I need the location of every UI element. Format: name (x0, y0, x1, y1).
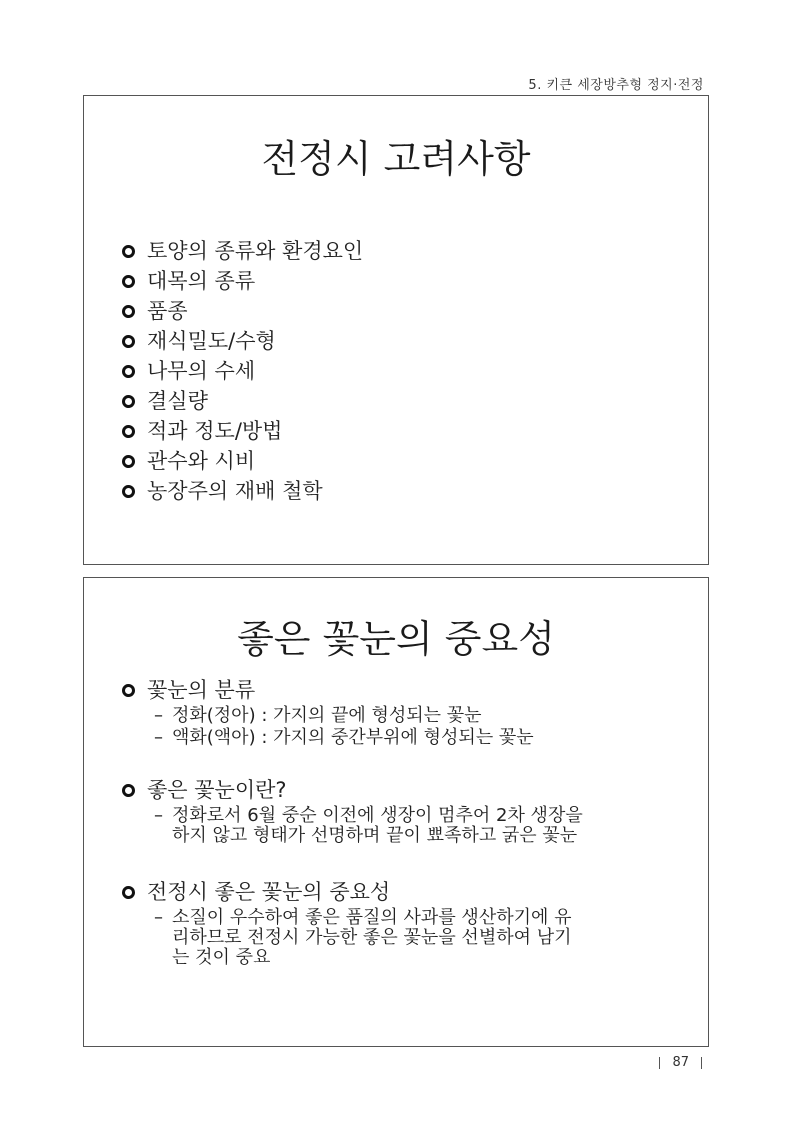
bullet-text: 대목의 종류 (147, 269, 256, 293)
list-item (122, 386, 363, 416)
list-item (122, 446, 363, 476)
bullet-list (122, 236, 363, 506)
bullet-text: 토양의 종류와 환경요인 (147, 239, 364, 263)
section-heading (122, 878, 678, 906)
divider (659, 1057, 660, 1069)
bullet-text: 관수와 시비 (147, 449, 256, 473)
slide-title: 좋은 꽃눈의 중요성 (237, 617, 555, 661)
list-item (122, 356, 363, 386)
list-item (122, 296, 363, 326)
section-heading (122, 676, 678, 704)
bullet-text: 적과 정도/방법 (147, 419, 283, 443)
section-good-bud-definition (122, 776, 678, 846)
sub-item-text: 정화(정아) : 가지의 끝에 형성되는 꽃눈 (172, 705, 482, 726)
sub-list-item (122, 908, 678, 968)
ring-bullet-icon (122, 365, 135, 378)
sub-list-item (122, 806, 678, 846)
sub-item-text: 액화(액아) : 가지의 중간부위에 형성되는 꽃눈 (172, 727, 534, 748)
list-item (122, 236, 363, 266)
list-item (122, 266, 363, 296)
divider (701, 1057, 702, 1069)
bullet-text: 결실량 (147, 389, 208, 413)
sub-list-item (122, 706, 678, 726)
list-item (122, 476, 363, 506)
dash-bullet-icon: – (154, 907, 163, 928)
dash-bullet-icon: – (154, 705, 163, 726)
ring-bullet-icon (122, 275, 135, 288)
running-header: 5. 키큰 세장방추형 정지·전정 (528, 78, 704, 93)
ring-bullet-icon (122, 395, 135, 408)
slide-title: 전정시 고려사항 (261, 137, 531, 181)
list-item (122, 416, 363, 446)
bullet-text: 농장주의 재배 철학 (147, 479, 323, 503)
ring-bullet-icon (122, 245, 135, 258)
ring-bullet-icon (122, 305, 135, 318)
section-heading-text: 꽃눈의 분류 (147, 678, 256, 702)
ring-bullet-icon (122, 886, 135, 899)
ring-bullet-icon (122, 335, 135, 348)
ring-bullet-icon (122, 425, 135, 438)
section-bud-classification (122, 676, 678, 748)
page-number: 87 (672, 1055, 689, 1070)
page-footer (659, 1055, 702, 1070)
bullet-text: 나무의 수세 (147, 359, 256, 383)
sub-item-text: 정화로서 6월 중순 이전에 생장이 멈추어 2차 생장을 하지 않고 형태가 선명하며 끝이 뾰족하고 굵은 꽃눈 (172, 805, 583, 846)
ring-bullet-icon (122, 784, 135, 797)
section-heading (122, 776, 678, 804)
section-pruning-importance (122, 878, 678, 968)
section-heading-text: 전정시 좋은 꽃눈의 중요성 (147, 880, 391, 904)
list-item (122, 326, 363, 356)
section-heading-text: 좋은 꽃눈이란? (147, 778, 287, 802)
sub-item-text: 소질이 우수하여 좋은 품질의 사과를 생산하기에 유 리하므로 전정시 가능한 좋은 꽃눈을 선별하여 남기 는 것이 중요 (172, 907, 572, 968)
dash-bullet-icon: – (154, 805, 163, 826)
ring-bullet-icon (122, 485, 135, 498)
slide-considerations (83, 95, 709, 565)
ring-bullet-icon (122, 455, 135, 468)
slide-flower-bud-importance (83, 577, 709, 1047)
ring-bullet-icon (122, 684, 135, 697)
dash-bullet-icon: – (154, 727, 163, 748)
sub-list-item (122, 728, 678, 748)
bullet-text: 품종 (147, 299, 188, 323)
bullet-text: 재식밀도/수형 (147, 329, 276, 353)
